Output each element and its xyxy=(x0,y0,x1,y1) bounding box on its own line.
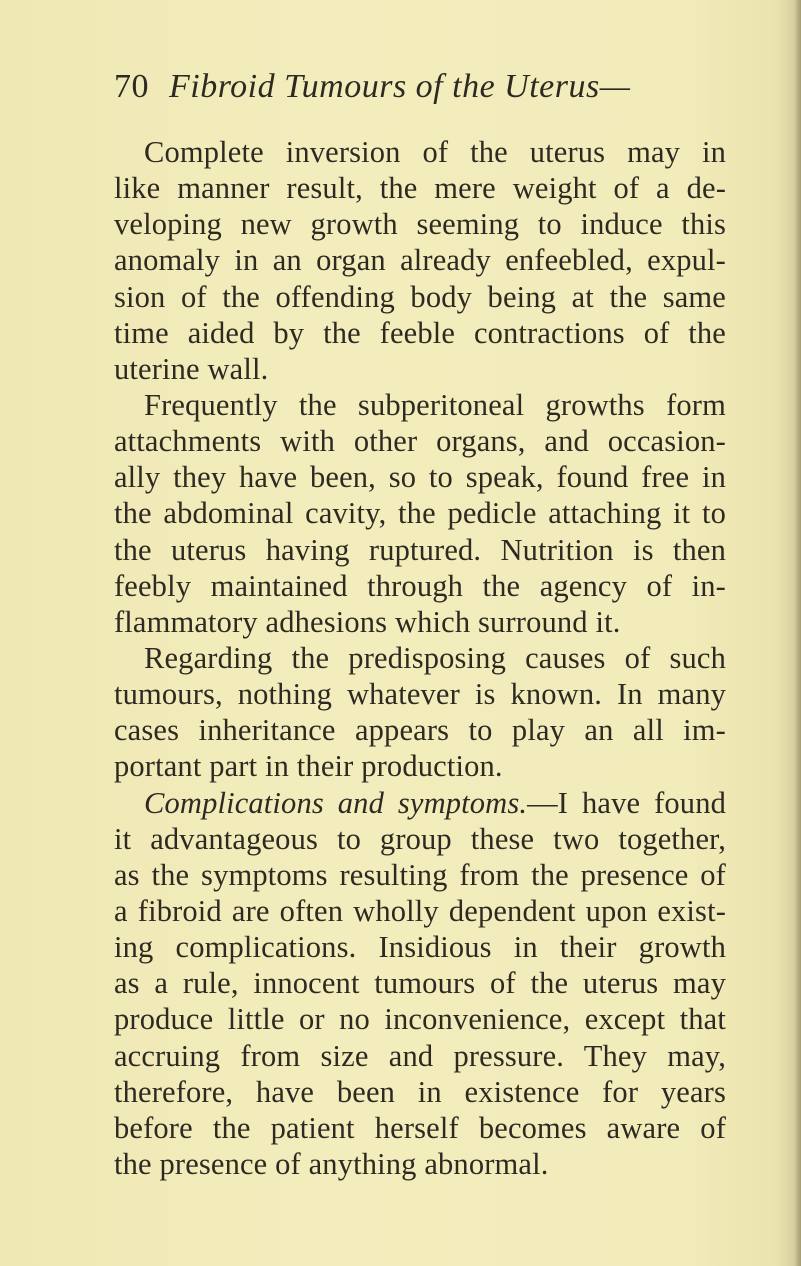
running-header xyxy=(114,64,674,110)
text-run: feebly maintained through the agency of in- xyxy=(114,568,726,603)
text-run: ally they have been, so to speak, found free in xyxy=(114,460,726,495)
text-line xyxy=(114,423,726,459)
text-line xyxy=(114,1001,726,1037)
text-line xyxy=(114,1146,726,1182)
text-run: Complete inversion of the uterus may in xyxy=(144,135,726,169)
text-run: sion of the offending body being at the same xyxy=(114,279,726,314)
text-line xyxy=(114,387,726,423)
text-line xyxy=(114,965,726,1001)
text-line xyxy=(114,604,726,640)
text-run: portant part in their production. xyxy=(114,749,503,784)
text-line xyxy=(114,1038,726,1074)
text-line xyxy=(114,893,726,929)
body-text xyxy=(114,134,726,1182)
text-run: cases inheritance appears to play an all im- xyxy=(114,713,726,748)
page-number: 70 xyxy=(114,68,149,105)
text-run: a fibroid are often wholly dependent upon exist- xyxy=(114,893,726,928)
text-line xyxy=(114,242,726,278)
text-run: anomaly in an organ already enfeebled, expul- xyxy=(114,243,726,278)
text-run: —I have found xyxy=(527,785,726,820)
text-run: as a rule, innocent tumours of the uterus may xyxy=(114,966,726,1001)
text-line xyxy=(114,640,726,676)
text-run: uterine wall. xyxy=(114,351,269,386)
text-run: tumours, nothing whatever is known. In many xyxy=(114,677,726,712)
text-line xyxy=(114,568,726,604)
text-line xyxy=(114,315,726,351)
text-line xyxy=(114,676,726,712)
text-run: accruing from size and pressure. They may, xyxy=(114,1038,726,1073)
text-line xyxy=(114,857,726,893)
text-run: Frequently the subperitoneal growths form xyxy=(144,387,726,422)
text-line xyxy=(114,712,726,748)
text-line xyxy=(114,351,726,387)
text-line xyxy=(114,748,726,784)
text-run: like manner result, the mere weight of a de- xyxy=(114,171,726,206)
text-line xyxy=(114,206,726,242)
text-run: flammatory adhesions which surround it. xyxy=(114,604,621,639)
running-title: Fibroid Tumours of the Uterus— xyxy=(169,68,631,105)
text-run: produce little or no inconvenience, except that xyxy=(114,1002,726,1037)
text-line xyxy=(114,279,726,315)
text-line xyxy=(114,170,726,206)
text-line xyxy=(114,459,726,495)
text-line xyxy=(114,821,726,857)
text-run: before the patient herself becomes aware of xyxy=(114,1110,726,1145)
page-edge-shadow xyxy=(794,0,801,1266)
text-line xyxy=(114,929,726,965)
text-run: it advantageous to group these two together, xyxy=(114,821,726,856)
text-line xyxy=(114,532,726,568)
text-run: time aided by the feeble contractions of the xyxy=(114,315,726,350)
text-run: therefore, have been in existence for years xyxy=(114,1074,726,1109)
text-run: the presence of anything abnormal. xyxy=(114,1146,549,1181)
text-line xyxy=(114,785,726,821)
text-line xyxy=(114,1110,726,1146)
text-run: Regarding the predisposing causes of such xyxy=(144,640,726,675)
text-run: veloping new growth seeming to induce this xyxy=(114,207,726,242)
text-run: as the symptoms resulting from the presence of xyxy=(114,857,726,892)
text-line xyxy=(114,495,726,531)
text-run: the uterus having ruptured. Nutrition is then xyxy=(114,532,726,567)
text-run: attachments with other organs, and occasion- xyxy=(114,424,726,459)
text-run: ing complications. Insidious in their growth xyxy=(114,930,726,965)
text-line xyxy=(114,134,726,170)
text-run: the abdominal cavity, the pedicle attaching it to xyxy=(114,496,726,531)
text-line xyxy=(114,1074,726,1110)
section-heading: Complications and symptoms. xyxy=(144,785,528,820)
